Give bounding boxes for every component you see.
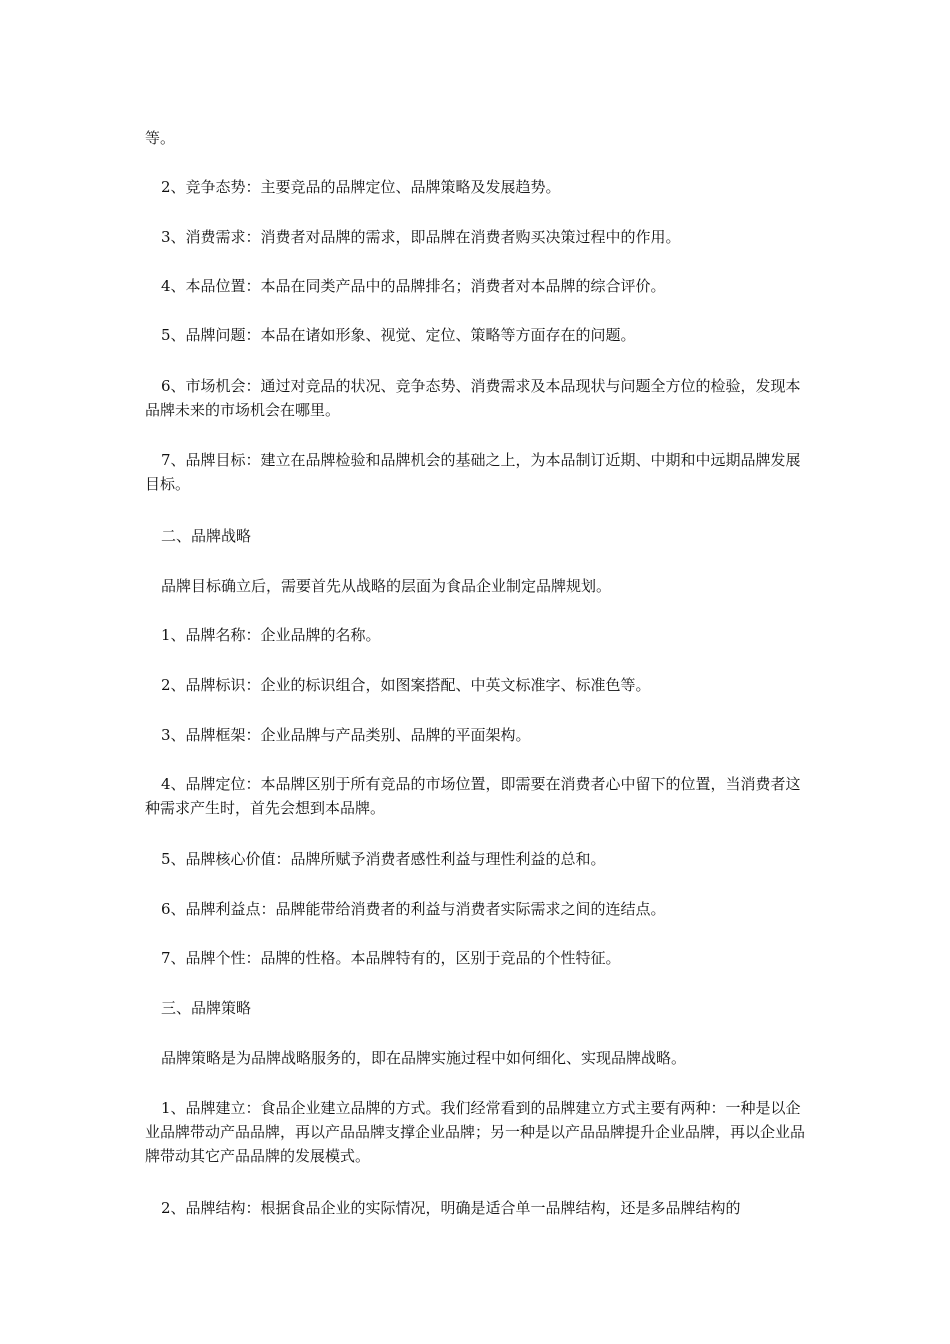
paragraph-brand-structure: 2、品牌结构：根据食品企业的实际情况，明确是适合单一品牌结构，还是多品牌结构的 (161, 1199, 741, 1217)
section-heading-brand-strategy: 二、品牌战略 (161, 527, 252, 545)
paragraph-brand-name: 1、品牌名称：企业品牌的名称。 (161, 626, 381, 644)
paragraph-brand-identity: 2、品牌标识：企业的标识组合，如图案搭配、中英文标准字、标准色等。 (161, 676, 651, 694)
paragraph-brand-goals: 7、品牌目标：建立在品牌检验和品牌机会的基础之上，为本品制订近期、中期和中远期品牌发展目标。 (145, 451, 801, 493)
paragraph-product-position: 4、本品位置：本品在同类产品中的品牌排名；消费者对本品牌的综合评价。 (161, 277, 666, 295)
paragraph-continuation: 等。 (145, 129, 176, 147)
paragraph-consumer-demand: 3、消费需求：消费者对品牌的需求，即品牌在消费者购买决策过程中的作用。 (161, 228, 681, 246)
paragraph-market-opportunity: 6、市场机会：通过对竞品的状况、竞争态势、消费需求及本品现状与问题全方位的检验，发现本品牌未来的市场机会在哪里。 (145, 377, 801, 419)
paragraph-strategy-intro: 品牌目标确立后，需要首先从战略的层面为食品企业制定品牌规划。 (161, 577, 612, 595)
section-heading-brand-tactics: 三、品牌策略 (161, 999, 252, 1017)
paragraph-brand-framework: 3、品牌框架：企业品牌与产品类别、品牌的平面架构。 (161, 726, 531, 744)
paragraph-competition: 2、竞争态势：主要竞品的品牌定位、品牌策略及发展趋势。 (161, 178, 561, 196)
paragraph-tactics-intro: 品牌策略是为品牌战略服务的，即在品牌实施过程中如何细化、实现品牌战略。 (161, 1049, 687, 1067)
paragraph-brand-building: 1、品牌建立：食品企业建立品牌的方式。我们经常看到的品牌建立方式主要有两种：一种是以企业品牌带动产品品牌，再以产品品牌支撑企业品牌；另一种是以产品品牌提升企业品牌，再以企业品牌带动其它产品品牌的发展模式。 (145, 1099, 806, 1165)
paragraph-brand-benefit: 6、品牌利益点：品牌能带给消费者的利益与消费者实际需求之间的连结点。 (161, 900, 666, 918)
paragraph-brand-core-value: 5、品牌核心价值：品牌所赋予消费者感性利益与理性利益的总和。 (161, 850, 606, 868)
paragraph-brand-problems: 5、品牌问题：本品在诸如形象、视觉、定位、策略等方面存在的问题。 (161, 326, 636, 344)
paragraph-brand-positioning: 4、品牌定位：本品牌区别于所有竞品的市场位置，即需要在消费者心中留下的位置，当消费者这种需求产生时，首先会想到本品牌。 (145, 775, 801, 817)
paragraph-brand-personality: 7、品牌个性：品牌的性格。本品牌特有的，区别于竞品的个性特征。 (161, 949, 621, 967)
